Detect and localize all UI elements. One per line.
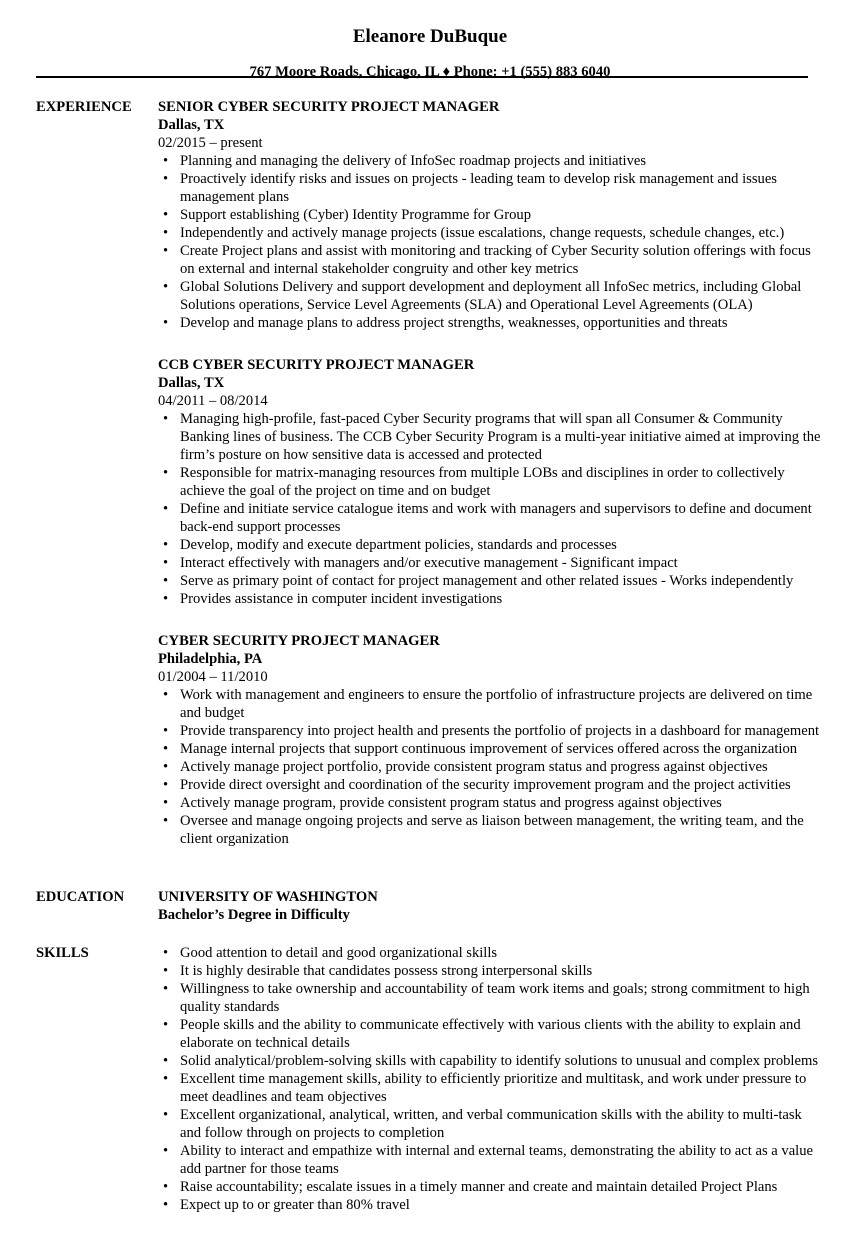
job-dates: 01/2004 – 11/2010	[158, 669, 268, 685]
bullet-icon: •	[163, 963, 169, 979]
resume-header	[0, 26, 860, 81]
bullet-icon: •	[163, 1053, 169, 1069]
bullet-icon: •	[163, 573, 169, 589]
bullet-icon: •	[163, 1179, 169, 1195]
bullet-item: • Managing high-profile, fast-paced Cyber Security programs that will span all Consumer & Community Banking lines of business. The CCB Cyber Security Program is a multi-year initiative aimed at improving the firm’s posture on how sensitive data is accessed and protected	[163, 411, 821, 463]
job-location: Dallas, TX	[158, 117, 225, 133]
bullet-icon: •	[163, 315, 169, 331]
job-entry	[158, 98, 826, 332]
bullet-icon: •	[163, 243, 169, 259]
spacer	[158, 332, 826, 356]
bullet-icon: •	[163, 465, 169, 481]
bullet-item: • Actively manage project portfolio, provide consistent program status and progress against objectives	[163, 759, 768, 775]
section-label-skills: SKILLS	[36, 945, 89, 961]
job-bullets	[158, 152, 826, 332]
bullet-item: • Provides assistance in computer incident investigations	[163, 591, 503, 607]
school-name: UNIVERSITY OF WASHINGTON	[158, 889, 378, 905]
bullet-item: • Independently and actively manage projects (issue escalations, change requests, schedule changes, etc.)	[163, 225, 785, 241]
bullet-icon: •	[163, 723, 169, 739]
skill-item: • Excellent time management skills, ability to efficiently prioritize and multitask, and work under pressure to meet deadlines and team objectives	[163, 1071, 807, 1105]
contact-line: 767 Moore Roads, Chicago, IL ♦ Phone: +1 (555) 883 6040	[249, 64, 611, 80]
bullet-item: • Global Solutions Delivery and support development and deployment all InfoSec metrics, including Global Solutions operations, Service Level Agreements (SLA) and Operational Level Agreements (OLA)	[163, 279, 802, 313]
bullet-item: • Develop and manage plans to address project strengths, weaknesses, opportunities and threats	[163, 315, 728, 331]
bullet-icon: •	[163, 225, 169, 241]
bullet-icon: •	[163, 537, 169, 553]
bullet-icon: •	[163, 207, 169, 223]
bullet-item: • Provide direct oversight and coordination of the security improvement program and the project activities	[163, 777, 791, 793]
bullet-icon: •	[163, 1107, 169, 1123]
skill-item: • Good attention to detail and good organizational skills	[163, 945, 498, 961]
bullet-icon: •	[163, 1017, 169, 1033]
bullet-icon: •	[163, 1197, 169, 1213]
bullet-icon: •	[163, 279, 169, 295]
bullet-icon: •	[163, 591, 169, 607]
section-label-experience: EXPERIENCE	[36, 99, 132, 115]
bullet-icon: •	[163, 1143, 169, 1159]
bullet-item: • Responsible for matrix-managing resources from multiple LOBs and disciplines in order to collectively achieve the goal of the project on time and on budget	[163, 465, 785, 499]
bullet-item: • Actively manage program, provide consistent program status and progress against objectives	[163, 795, 722, 811]
skill-item: • Expect up to or greater than 80% travel	[163, 1197, 410, 1213]
bullet-item: • Oversee and manage ongoing projects and serve as liaison between management, the writing team, and the client organization	[163, 813, 804, 847]
bullet-item: • Provide transparency into project health and presents the portfolio of projects in a dashboard for management	[163, 723, 820, 739]
education-body	[158, 888, 826, 924]
bullet-icon: •	[163, 1071, 169, 1087]
job-dates: 02/2015 – present	[158, 135, 263, 151]
job-location: Philadelphia, PA	[158, 651, 263, 667]
bullet-icon: •	[163, 411, 169, 427]
bullet-icon: •	[163, 153, 169, 169]
bullet-icon: •	[163, 687, 169, 703]
job-entry	[158, 632, 826, 848]
skills-list	[158, 944, 826, 1214]
bullet-item: • Support establishing (Cyber) Identity Programme for Group	[163, 207, 531, 223]
bullet-icon: •	[163, 759, 169, 775]
job-title: CCB CYBER SECURITY PROJECT MANAGER	[158, 357, 475, 373]
bullet-item: • Proactively identify risks and issues on projects - leading team to develop risk management and issues management plans	[163, 171, 777, 205]
skill-item: • Willingness to take ownership and accountability of team work items and goals; strong commitment to high quality standards	[163, 981, 810, 1015]
skill-item: • People skills and the ability to communicate effectively with various clients with the ability to explain and elaborate on technical details	[163, 1017, 801, 1051]
degree: Bachelor’s Degree in Difficulty	[158, 907, 350, 923]
bullet-icon: •	[163, 813, 169, 829]
skill-item: • Raise accountability; escalate issues in a timely manner and create and maintain detailed Project Plans	[163, 1179, 778, 1195]
candidate-name: Eleanore DuBuque	[352, 26, 508, 47]
bullet-icon: •	[163, 501, 169, 517]
header-divider	[36, 76, 808, 78]
bullet-icon: •	[163, 945, 169, 961]
skills-body	[158, 944, 826, 1214]
job-bullets	[158, 410, 826, 608]
experience-body	[158, 98, 826, 848]
bullet-item: • Develop, modify and execute department policies, standards and processes	[163, 537, 617, 553]
bullet-icon: •	[163, 981, 169, 997]
bullet-icon: •	[163, 795, 169, 811]
skill-item: • Solid analytical/problem-solving skills with capability to identify solutions to unusual and complex problems	[163, 1053, 818, 1069]
job-title: SENIOR CYBER SECURITY PROJECT MANAGER	[158, 99, 500, 115]
job-dates: 04/2011 – 08/2014	[158, 393, 268, 409]
bullet-item: • Manage internal projects that support continuous improvement of services offered across the organization	[163, 741, 798, 757]
bullet-icon: •	[163, 777, 169, 793]
bullet-icon: •	[163, 171, 169, 187]
bullet-item: • Create Project plans and assist with monitoring and tracking of Cyber Security solution offerings with focus on external and internal stakeholder congruity and other key metrics	[163, 243, 811, 277]
job-location: Dallas, TX	[158, 375, 225, 391]
bullet-item: • Serve as primary point of contact for project management and other related issues - Works independently	[163, 573, 794, 589]
skill-item: • Ability to interact and empathize with internal and external teams, demonstrating the ability to act as a value add partner for those teams	[163, 1143, 813, 1177]
bullet-item: • Work with management and engineers to ensure the portfolio of infrastructure projects are delivered on time and budget	[163, 687, 813, 721]
skill-item: • Excellent organizational, analytical, written, and verbal communication skills with the ability to multi-task and follow through on projects to completion	[163, 1107, 802, 1141]
section-label-education: EDUCATION	[36, 889, 125, 905]
bullet-item: • Interact effectively with managers and/or executive management - Significant impact	[163, 555, 678, 571]
bullet-icon: •	[163, 555, 169, 571]
job-bullets	[158, 686, 826, 848]
job-entry	[158, 356, 826, 608]
job-title: CYBER SECURITY PROJECT MANAGER	[158, 633, 440, 649]
bullet-icon: •	[163, 741, 169, 757]
spacer	[158, 608, 826, 632]
skill-item: • It is highly desirable that candidates possess strong interpersonal skills	[163, 963, 593, 979]
bullet-item: • Define and initiate service catalogue items and work with managers and supervisors to define and document back-end support processes	[163, 501, 812, 535]
bullet-item: • Planning and managing the delivery of InfoSec roadmap projects and initiatives	[163, 153, 647, 169]
